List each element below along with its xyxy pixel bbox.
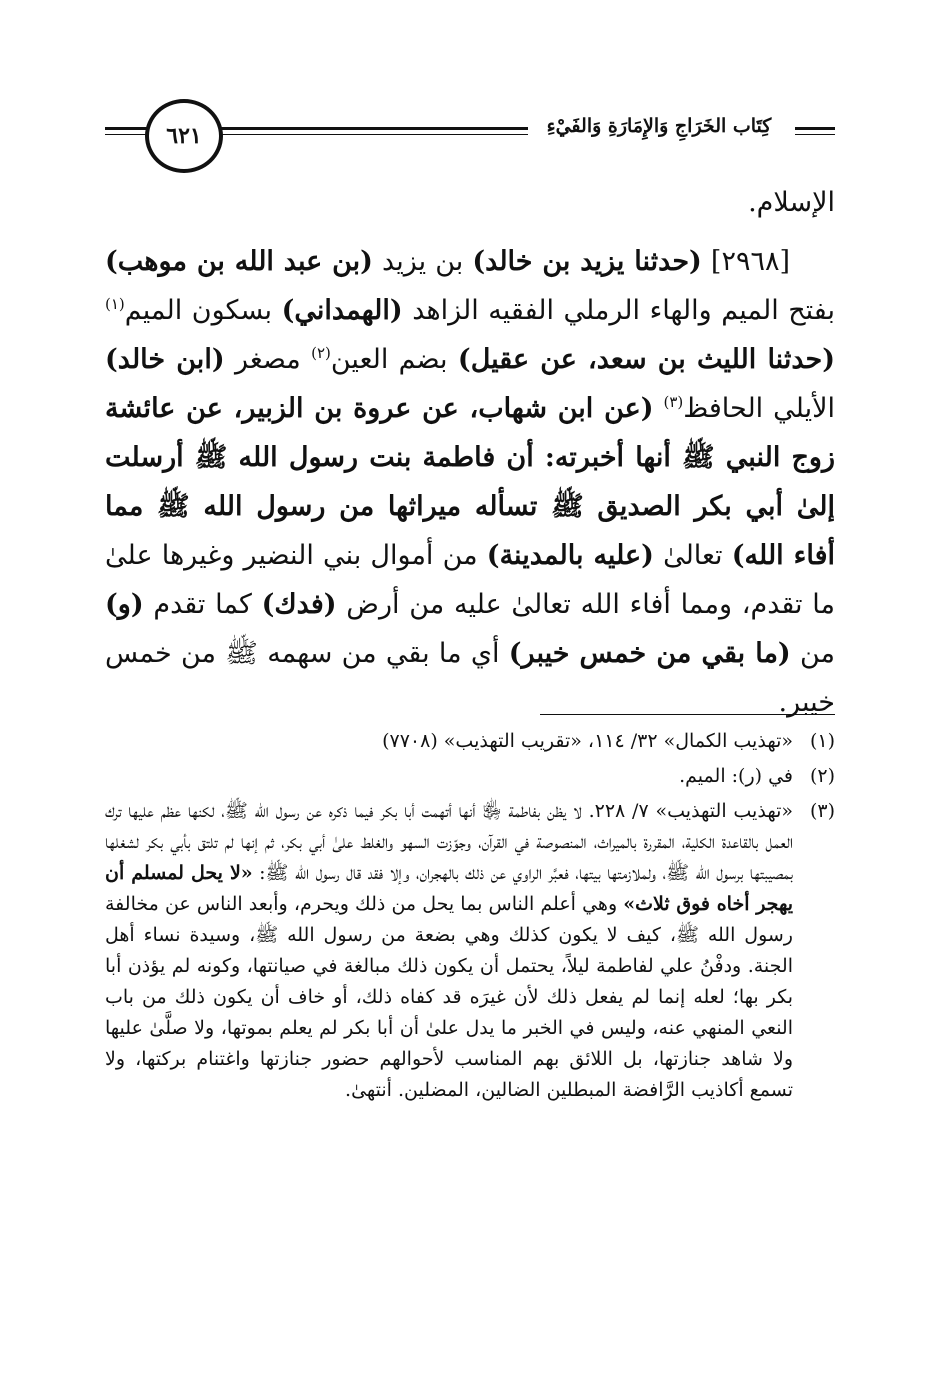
- matn-segment: (عن ابن شهاب، عن عروة بن الزبير، عن عائشة زوج النبي ﷺ أنها أخبرته: أن فاطمة بنت رسول الله ﷺ أرسلت إلىٰ أبي بكر الصديق ﷺ تسأله ميراثها من رسول الله ﷺ مما أفاء الله): [105, 393, 835, 571]
- main-line-intro: الإسلام.: [748, 187, 835, 218]
- main-text: [105, 178, 835, 727]
- hadith-paragraph: [105, 237, 835, 727]
- commentary-segment: بضم العين: [330, 344, 448, 375]
- commentary-segment: من: [799, 638, 835, 669]
- matn-segment: (حدثنا الليث بن سعد، عن عقيل): [457, 344, 835, 375]
- matn-segment: (فدك): [261, 589, 337, 620]
- footnote-number: (١): [809, 730, 835, 752]
- header-rule: [795, 127, 835, 130]
- footnote-text: [105, 796, 793, 1106]
- commentary-segment: أي ما بقي من سهمه ﷺ من خمس خيبر.: [105, 638, 835, 718]
- page-number: ٦٢١: [145, 99, 223, 173]
- footnote: [105, 796, 835, 1106]
- commentary-segment: مصغر: [234, 344, 301, 375]
- commentary-segment: كما تقدم: [153, 589, 252, 620]
- book-title: كِتَاب الخَرَاجِ وَالإِمَارَةِ وَالفَيْءِ: [528, 115, 790, 137]
- commentary-segment: تعالىٰ: [663, 540, 723, 571]
- commentary-segment: من أموال بني النضير وغيرها علىٰ ما تقدم، ومما أفاء الله تعالىٰ عليه من أرض: [105, 540, 835, 620]
- footnote-number: (٢): [809, 765, 835, 787]
- header-rule: [105, 127, 147, 130]
- commentary-segment: بسكون الميم: [124, 295, 273, 326]
- matn-segment: (حدثنا يزيد بن خالد): [472, 246, 702, 277]
- footnote-marker: (٢): [311, 344, 331, 362]
- footnote-text-part: وهي أعلم الناس بما يحل من ذلك ويحرم، وأبعد الناس عن مخالفة رسول الله ﷺ، كيف لا يكون كذلك وهي بضعة من رسول الله ﷺ، وسيدة نساء أهل الجنة. ودفْنُ علي لفاطمة ليلاً، يحتمل أن يكون ذلك مبالغة في صيانتها، وكونه لم يؤذن أبا بكر بها؛ لعله إنما لم يفعل ذلك لأن غيرَه قد كفاه ذلك، أو خاف أن يكون ذلك من باب النعي المنهي عنه، وليس في الخبر ما يدل علىٰ أن أبا بكر لم يعلم بموتها، ولا صلَّىٰ عليها ولا شاهد جنازتها، بل اللائق بهم المناسب لأحوالهم حضور جنازتها واغتنام بركتها، ولا تسمع أكاذيب الرَّافضة المبطلين الضالين، المضلين. أنتهىٰ.: [105, 893, 793, 1101]
- footnote-marker: (١): [105, 295, 125, 313]
- commentary-segment: الأيلي الحافظ: [683, 393, 835, 424]
- hadith-number: [٢٩٦٨]: [710, 246, 791, 277]
- matn-segment: (الهمداني): [281, 295, 403, 326]
- footnote-text: في (ر): الميم.: [679, 765, 793, 787]
- footnotes: [105, 726, 835, 1110]
- header-rule: [795, 134, 835, 135]
- matn-segment: (عليه بالمدينة): [486, 540, 654, 571]
- footnote-marker: (٣): [663, 393, 684, 411]
- commentary-segment: بن يزيد: [382, 246, 464, 277]
- footnote-text: «تهذيب الكمال» ٣٢/ ١١٤، «تقريب التهذيب» (٧٧٠٨): [382, 730, 793, 752]
- footnote: [105, 726, 835, 757]
- header-rule: [105, 134, 147, 135]
- footnote-separator: [540, 714, 835, 715]
- matn-segment: (ما بقي من خمس خيبر): [508, 638, 791, 669]
- footnote-hadith-quote: «لا يحل لمسلم أن يهجر أخاه فوق ثلاث»: [105, 862, 793, 915]
- matn-segment: (بن عبد الله بن موهب): [105, 246, 373, 277]
- matn-segment: (و): [105, 589, 144, 620]
- footnote: [105, 761, 835, 792]
- page-header: [105, 93, 835, 173]
- commentary-segment: بفتح الميم والهاء الرملي الفقيه الزاهد: [412, 295, 835, 326]
- footnote-text-part: «تهذيب التهذيب» ٧/ ٢٢٨. لا يظن بفاطمة ﵂ أنها أتهمت أبا بكر فيما ذكره عن رسول الله ﷺ، لكنها عظم عليها ترك العمل بالقاعدة الكلية، المقررة بالميراث، المنصوصة في القرآن، وجوّزت السهو والغلط علىٰ أبي بكر، ثم إنها لم تلتق بأبي بكر لشغلها بمصيبتها برسول الله ﷺ، ولملازمتها بيتها، فعبَّر الراوي عن ذلك بالهجران، وإلا فقد قال رسول الله ﷺ:: [105, 800, 793, 884]
- matn-segment: (ابن خالد): [105, 344, 225, 375]
- footnote-number: (٣): [809, 800, 835, 822]
